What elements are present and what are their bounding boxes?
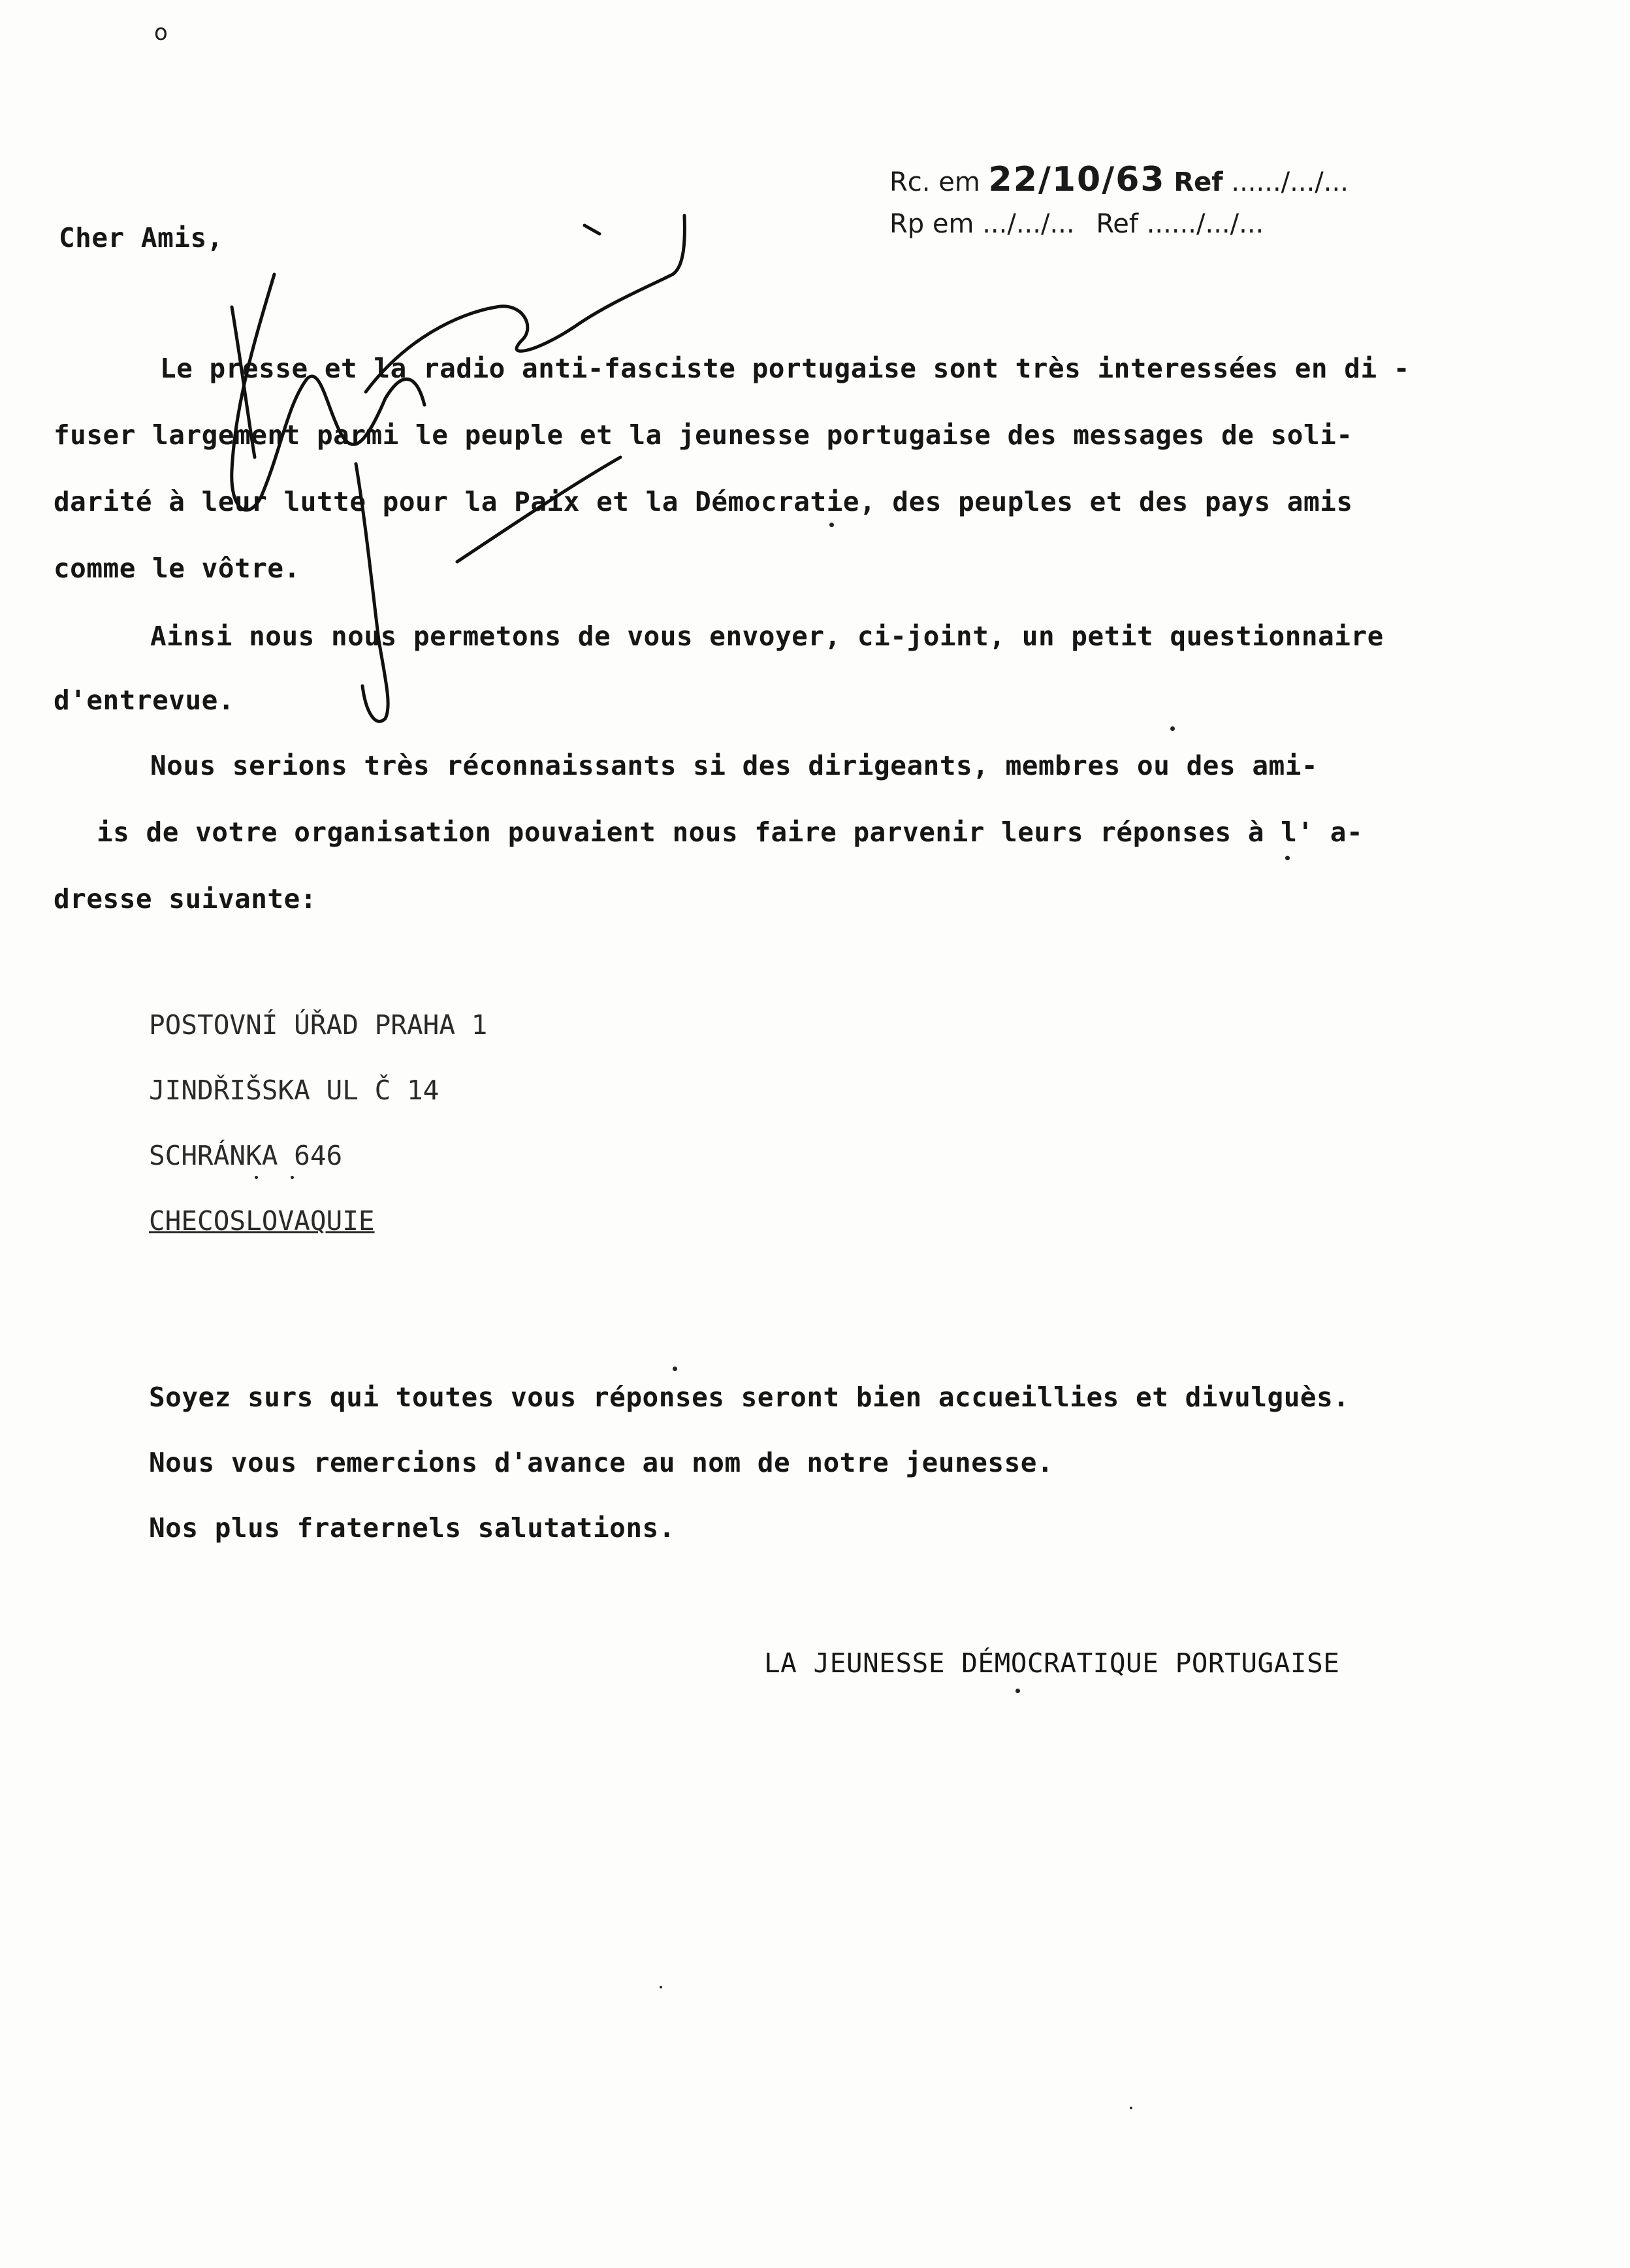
paragraph1-line4: comme le vôtre. [54, 553, 300, 584]
received-date: 22/10/63 [988, 160, 1166, 199]
signature-block: LA JEUNESSE DÉMOCRATIQUE PORTUGAISE [764, 1647, 1340, 1679]
ink-speck [829, 523, 834, 527]
reply-label: Rp em [889, 209, 974, 239]
reply-stamp-line [889, 209, 1264, 239]
closing-line1: Soyez surs qui toutes vous réponses seront bien accueillies et divulguès. [149, 1382, 1350, 1413]
ink-speck [673, 1367, 677, 1371]
paragraph1-line3: darité à leur lutte pour la Paix et la Démocratie, des peuples et des pays amis [54, 486, 1353, 517]
salutation: Cher Amis, [59, 222, 223, 253]
paragraph3-line3: dresse suivante: [54, 883, 317, 915]
ink-speck [1285, 856, 1290, 860]
ink-speck [1170, 726, 1175, 731]
reply-ref-value: ....../.../... [1146, 209, 1264, 239]
ink-speck [255, 1176, 258, 1179]
closing-line2: Nous vous remercions d'avance au nom de notre jeunesse. [149, 1447, 1054, 1478]
paragraph2-line2: d'entrevue. [54, 685, 235, 716]
address-line2: JINDŘIŠSKA UL Č 14 [149, 1075, 439, 1106]
reply-date: .../.../... [982, 209, 1075, 239]
received-stamp-line [889, 160, 1349, 199]
ink-speck [291, 1176, 294, 1179]
paragraph3-line1: Nous serions très réconnaissants si des dirigeants, membres ou des ami- [150, 750, 1318, 781]
received-ref-label: Ref [1174, 167, 1223, 197]
address-line4: CHECOSLOVAQUIE [149, 1205, 375, 1237]
paragraph1-line2: fuser largement parmi le peuple et la jeunesse portugaise des messages de soli- [54, 419, 1353, 451]
ink-speck [1130, 2107, 1132, 2109]
paragraph2-line1: Ainsi nous nous permetons de vous envoyer, ci-joint, un petit questionnaire [150, 621, 1384, 652]
corner-mark: o [154, 20, 168, 46]
received-label: Rc. em [889, 167, 980, 197]
ink-speck [1015, 1689, 1020, 1693]
received-ref-value: ....../.../... [1231, 167, 1349, 197]
paragraph1-line1: Le presse et la radio anti-fasciste portugaise sont très interessées en di - [160, 353, 1410, 384]
address-line1: POSTOVNÍ ÚŘAD PRAHA 1 [149, 1009, 488, 1041]
ink-speck [660, 1986, 662, 1988]
reply-ref-label: Ref [1096, 209, 1138, 239]
paragraph3-line2: is de votre organisation pouvaient nous faire parvenir leurs réponses à l' a- [97, 817, 1364, 848]
address-line3: SCHRÁNKA 646 [149, 1140, 343, 1171]
closing-line3: Nos plus fraternels salutations. [149, 1512, 675, 1544]
